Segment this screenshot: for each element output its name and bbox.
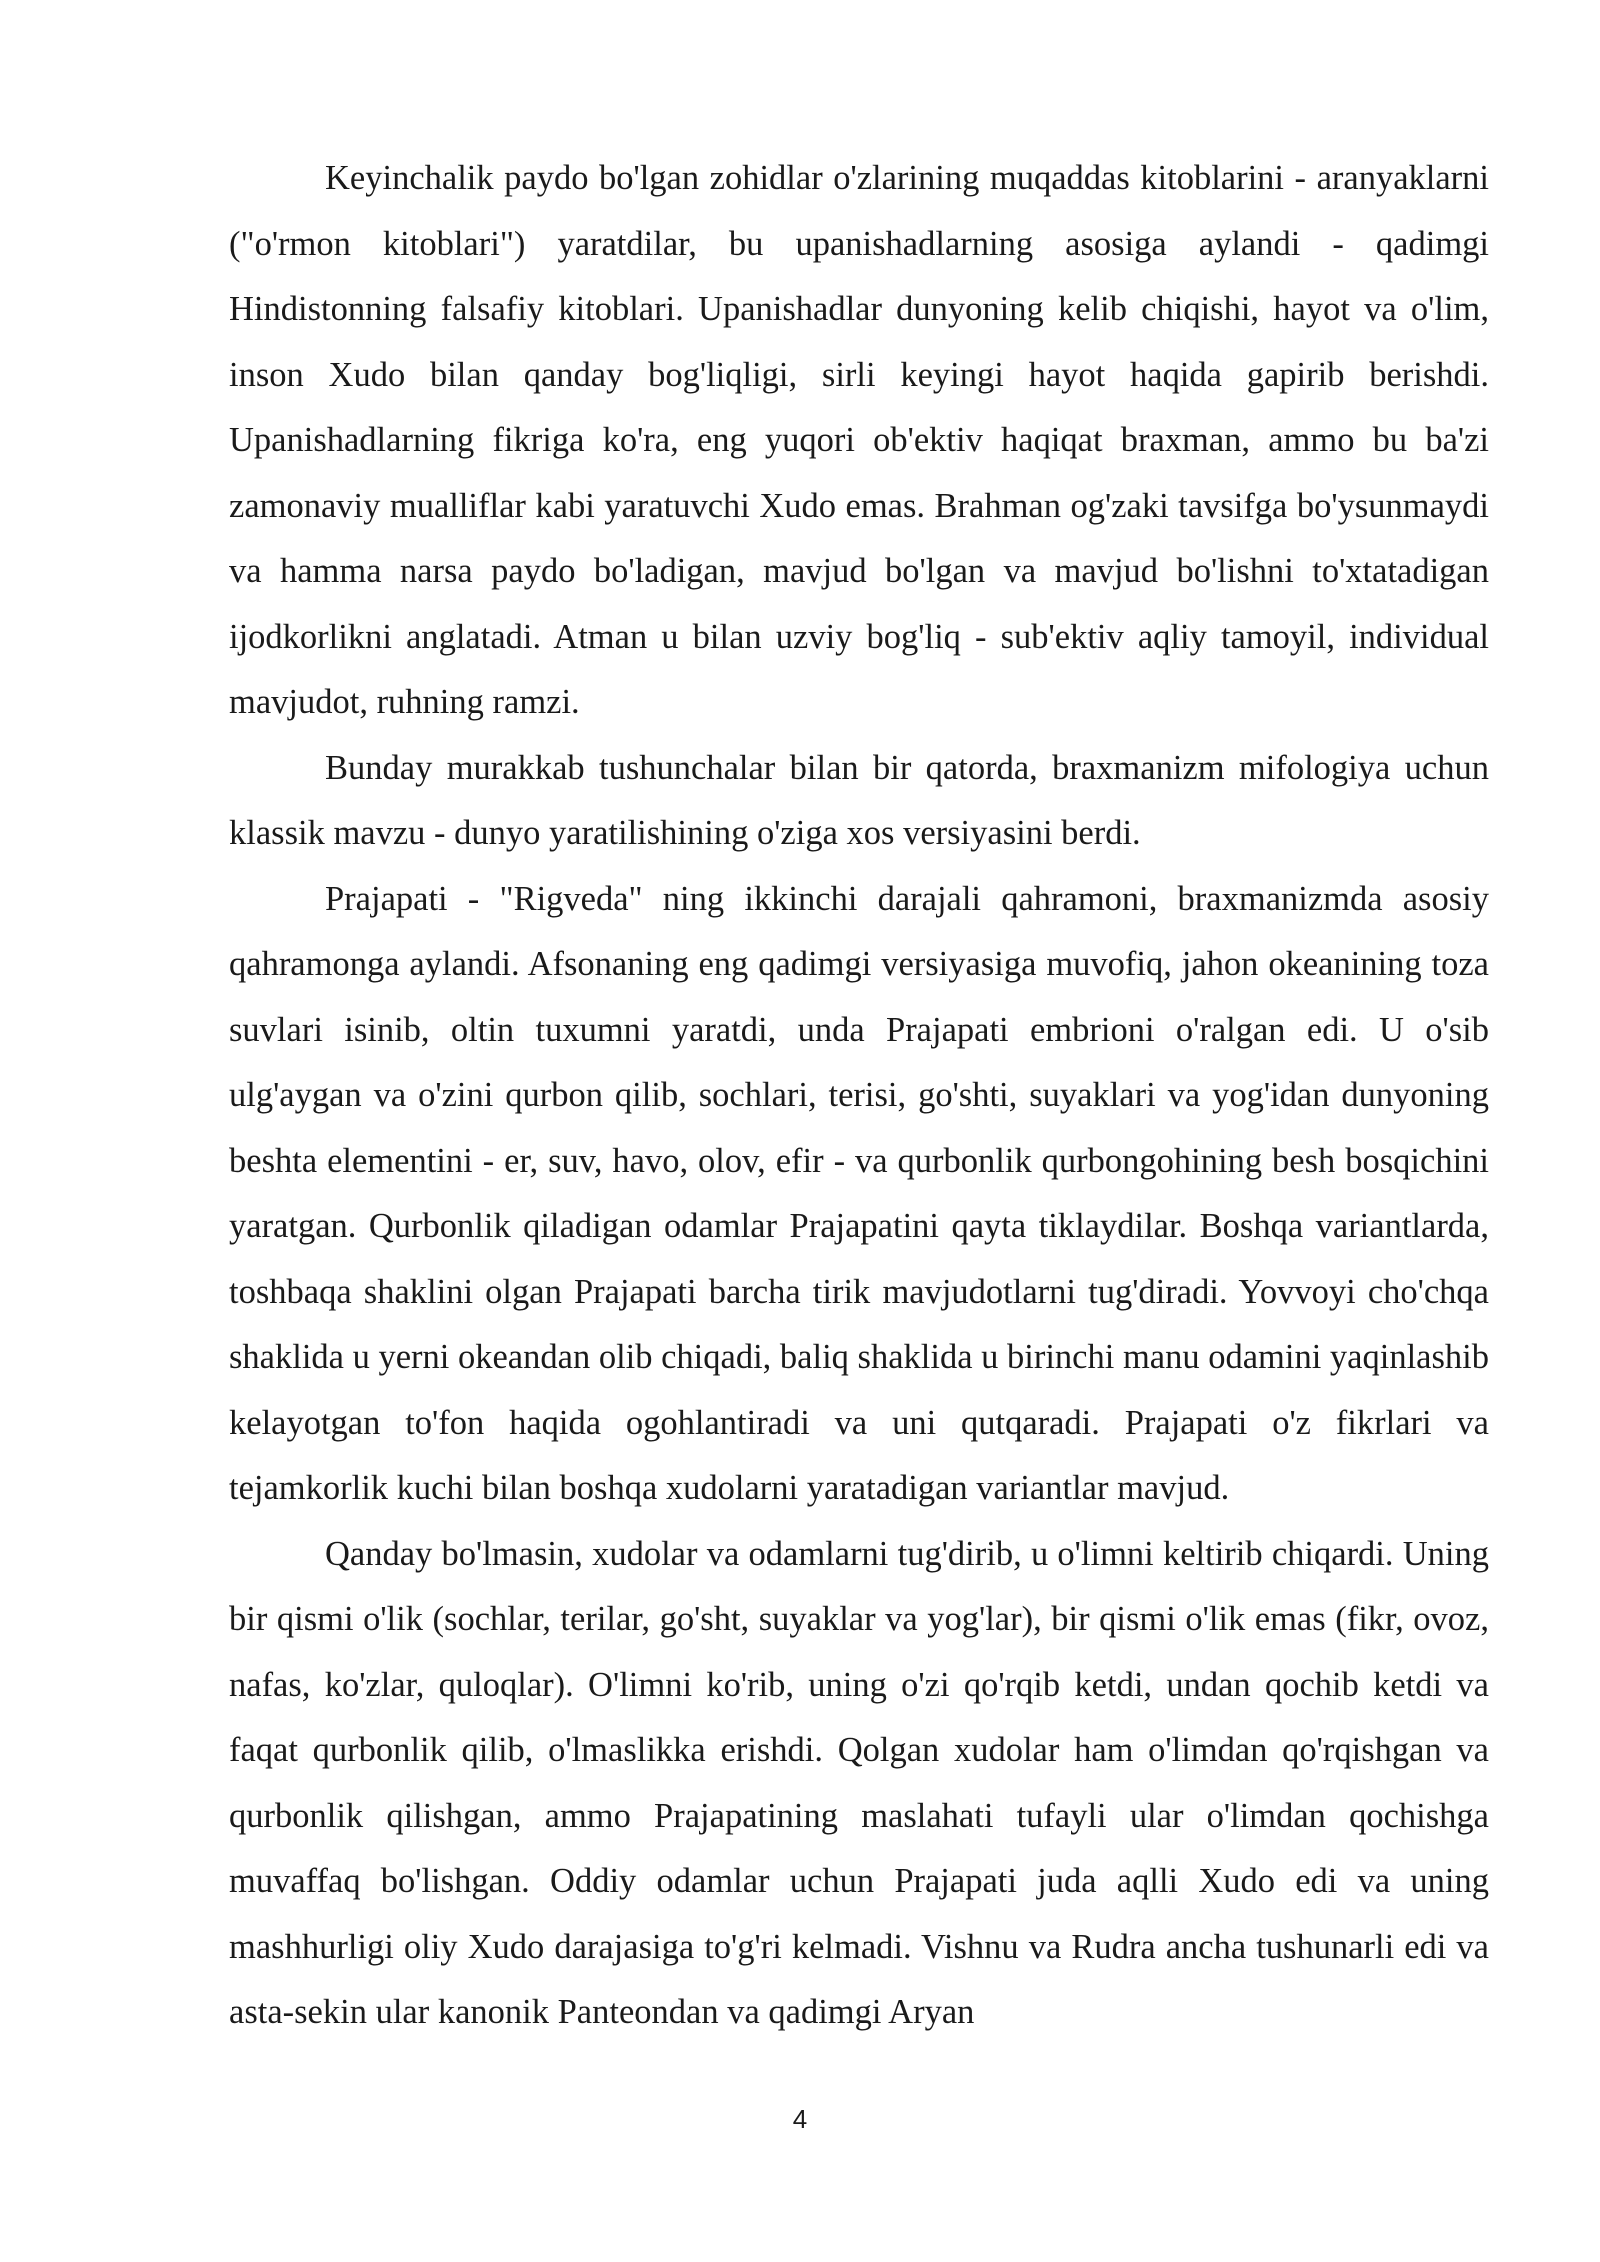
paragraph-3: Prajapati - "Rigveda" ning ikkinchi darajali qahramoni, braxmanizmda asosiy qahramonga aylandi. Afsonaning eng qadimgi versiyasiga muvofiq, jahon okeanining toza suvlari isinib, oltin tuxumni yaratdi, unda Prajapati embrioni o'ralgan edi. U o'sib ulg'aygan va o'zini qurbon qilib, sochlari, terisi, go'shti, suyaklari va yog'idan dunyoning beshta elementini - er, suv, havo, olov, efir - va qurbonlik qurbongohining besh bosqichini yaratgan. Qurbonlik qiladigan odamlar Prajapatini qayta tiklaydilar. Boshqa variantlarda, toshbaqa shaklini olgan Prajapati barcha tirik mavjudotlarni tug'diradi. Yovvoyi cho'chqa shaklida u yerni okeandan olib chiqadi, baliq shaklida u birinchi manu odamini yaqinlashib kelayotgan to'fon haqida ogohlantiradi va uni qutqaradi. Prajapati o'z fikrlari va tejamkorlik kuchi bilan boshqa xudolarni yaratadigan variantlar mavjud. bbox=[229, 879, 1489, 1507]
paragraph-2: Bunday murakkab tushunchalar bilan bir qatorda, braxmanizm mifologiya uchun klassik mavzu - dunyo yaratilishining o'ziga xos versiyasini berdi. bbox=[229, 748, 1489, 852]
page-number: 4 bbox=[792, 2104, 808, 2134]
body-text bbox=[229, 146, 1489, 2046]
paragraph-1: Keyinchalik paydo bo'lgan zohidlar o'zlarining muqaddas kitoblarini - aranyaklarni ("o'rmon kitoblari") yaratdilar, bu upanishadlarning asosiga aylandi - qadimgi Hindistonning falsafiy kitoblari. Upanishadlar dunyoning kelib chiqishi, hayot va o'lim, inson Xudo bilan qanday bog'liqligi, sirli keyingi hayot haqida gapirib berishdi. Upanishadlarning fikriga ko'ra, eng yuqori ob'ektiv haqiqat braxman, ammo bu ba'zi zamonaviy mualliflar kabi yaratuvchi Xudo emas. Brahman og'zaki tavsifga bo'ysunmaydi va hamma narsa paydo bo'ladigan, mavjud bo'lgan va mavjud bo'lishni to'xtatadigan ijodkorlikni anglatadi. Atman u bilan uzviy bog'liq - sub'ektiv aqliy tamoyil, individual mavjudot, ruhning ramzi. bbox=[229, 159, 1489, 721]
paragraph-4: Qanday bo'lmasin, xudolar va odamlarni tug'dirib, u o'limni keltirib chiqardi. Uning bir qismi o'lik (sochlar, terilar, go'sht, suyaklar va yog'lar), bir qismi o'lik emas (fikr, ovoz, nafas, ko'zlar, quloqlar). O'limni ko'rib, uning o'zi qo'rqib ketdi, undan qochib ketdi va faqat qurbonlik qilib, o'lmaslikka erishdi. Qolgan xudolar ham o'limdan qo'rqishgan va qurbonlik qilishgan, ammo Prajapatining maslahati tufayli ular o'limdan qochishga muvaffaq bo'lishgan. Oddiy odamlar uchun Prajapati juda aqlli Xudo edi va uning mashhurligi oliy Xudo darajasiga to'g'ri kelmadi. Vishnu va Rudra ancha tushunarli edi va asta-sekin ular kanonik Panteondan va qadimgi Aryan bbox=[229, 1534, 1489, 2031]
